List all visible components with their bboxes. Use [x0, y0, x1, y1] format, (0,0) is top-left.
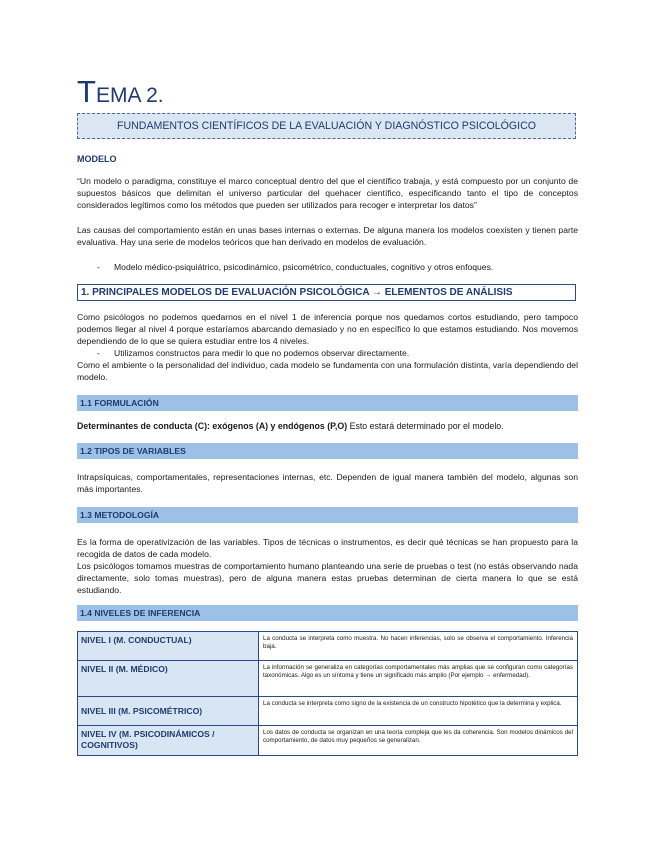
- description-cell: La conducta se interpreta como muestra. No hacen inferencias, solo se observa el comportamiento. Inferencia baja.: [259, 632, 578, 661]
- section-1-2-paragraph: Intrapsíquicas, comportamentales, representaciones internas, etc. Dependen de igual manera también del modelo, algunas son más importantes.: [77, 472, 578, 494]
- table-row: [78, 697, 578, 726]
- description-cell: La información se generaliza en categorías comportamentales más amplias que se configuran como categorías taxonómicas. Algo es un síntoma y tiene un significado más amplio (Por ejemplo → enfermedad).: [259, 661, 578, 697]
- subtitle-box: FUNDAMENTOS CIENTÍFICOS DE LA EVALUACIÓN Y DIAGNÓSTICO PSICOLÓGICO: [77, 113, 576, 139]
- level-cell: NIVEL III (M. PSICOMÉTRICO): [78, 697, 259, 726]
- section-1-heading: 1. PRINCIPALES MODELOS DE EVALUACIÓN PSICOLÓGICA → ELEMENTOS DE ANÁLISIS: [77, 284, 576, 301]
- formulation-bold: Determinantes de conducta (C): exógenos (A) y endógenos (P,O): [77, 421, 348, 431]
- section-1-2-heading: 1.2 TIPOS DE VARIABLES: [77, 443, 578, 459]
- section-1-paragraph-2: Como el ambiente o la personalidad del individuo, cada modelo se fundamenta con una formulación distinta, varía dependiendo del modelo.: [77, 360, 578, 382]
- level-cell: NIVEL IV (M. PSICODINÁMICOS / COGNITIVOS): [78, 726, 259, 756]
- section-1-3-paragraph-2: Los psicólogos tomamos muestras de comportamiento humano planteando una serie de pruebas o test (no estás observando nada directamente, solo tomas muestras), pero de alguna manera estas pruebas determinan de cierta manera lo que se está estudiando.: [77, 561, 578, 595]
- section-1-1-heading: 1.1 FORMULACIÓN: [77, 395, 578, 411]
- modelo-paragraph: Las causas del comportamiento están en unas bases internas o externas. De alguna manera los modelos coexisten y tienen parte evaluativa. Hay una serie de modelos teóricos que han derivado en modelos de evaluación.: [77, 225, 578, 247]
- modelo-bullet-dash: -: [97, 262, 100, 272]
- page-title: [77, 74, 164, 110]
- title-initial: T: [77, 74, 96, 109]
- level-cell: NIVEL I (M. CONDUCTUAL): [78, 632, 259, 661]
- modelo-heading: MODELO: [77, 154, 117, 164]
- section-1-paragraph: Como psicólogos no podemos quedarnos en el nivel 1 de inferencia porque nos quedamos cortos estudiando, pero tampoco podemos llegar al nivel 4 porque estaríamos abarcando demasiado y no en específico lo que estamos estudiando. Nos movemos dependiendo de lo que se quiera estudiar entre los 4 niveles.: [77, 312, 578, 346]
- inference-levels-table: [77, 631, 578, 756]
- title-rest: EMA 2.: [95, 84, 164, 107]
- table-row: [78, 726, 578, 756]
- table-row: [78, 632, 578, 661]
- modelo-quote: “Un modelo o paradigma, constituye el marco conceptual dentro del que el científico trabaja, y está compuesto por un conjunto de supuestos básicos que delimitan el universo particular del quehacer científico, especificando tanto el tipo de conceptos considerados legítimos como los métodos que pueden ser utilizados para recoger e interpretar los datos”: [77, 176, 578, 210]
- section-1-bullet: Utilizamos constructos para medir lo que no podemos observar directamente.: [114, 348, 410, 358]
- section-1-3-heading: 1.3 METODOLOGÍA: [77, 507, 578, 523]
- description-cell: La conducta se interpreta como signo de la existencia de un constructo hipotético que la determina y explica.: [259, 697, 578, 726]
- formulation-rest: Esto estará determinado por el modelo.: [347, 421, 504, 431]
- section-1-bullet-dash: -: [97, 348, 100, 358]
- section-1-4-heading: 1.4 NIVELES DE INFERENCIA: [77, 605, 578, 621]
- section-1-3-paragraph: Es la forma de operativización de las variables. Tipos de técnicas o instrumentos, es decir qué técnicas se han propuesto para la recogida de datos de cada modelo.: [77, 537, 578, 559]
- modelo-bullet: Modelo médico-psiquiátrico, psicodinámico, psicométrico, conductuales, cognitivo y otros enfoques.: [114, 262, 494, 272]
- section-1-1-text: [77, 420, 578, 432]
- level-cell: NIVEL II (M. MÉDICO): [78, 661, 259, 697]
- description-cell: Los datos de conducta se organizan en una teoría compleja que les da coherencia. Son modelos dinámicos del comportamiento, de datos muy pequeños se generalizan.: [259, 726, 578, 756]
- table-row: [78, 661, 578, 697]
